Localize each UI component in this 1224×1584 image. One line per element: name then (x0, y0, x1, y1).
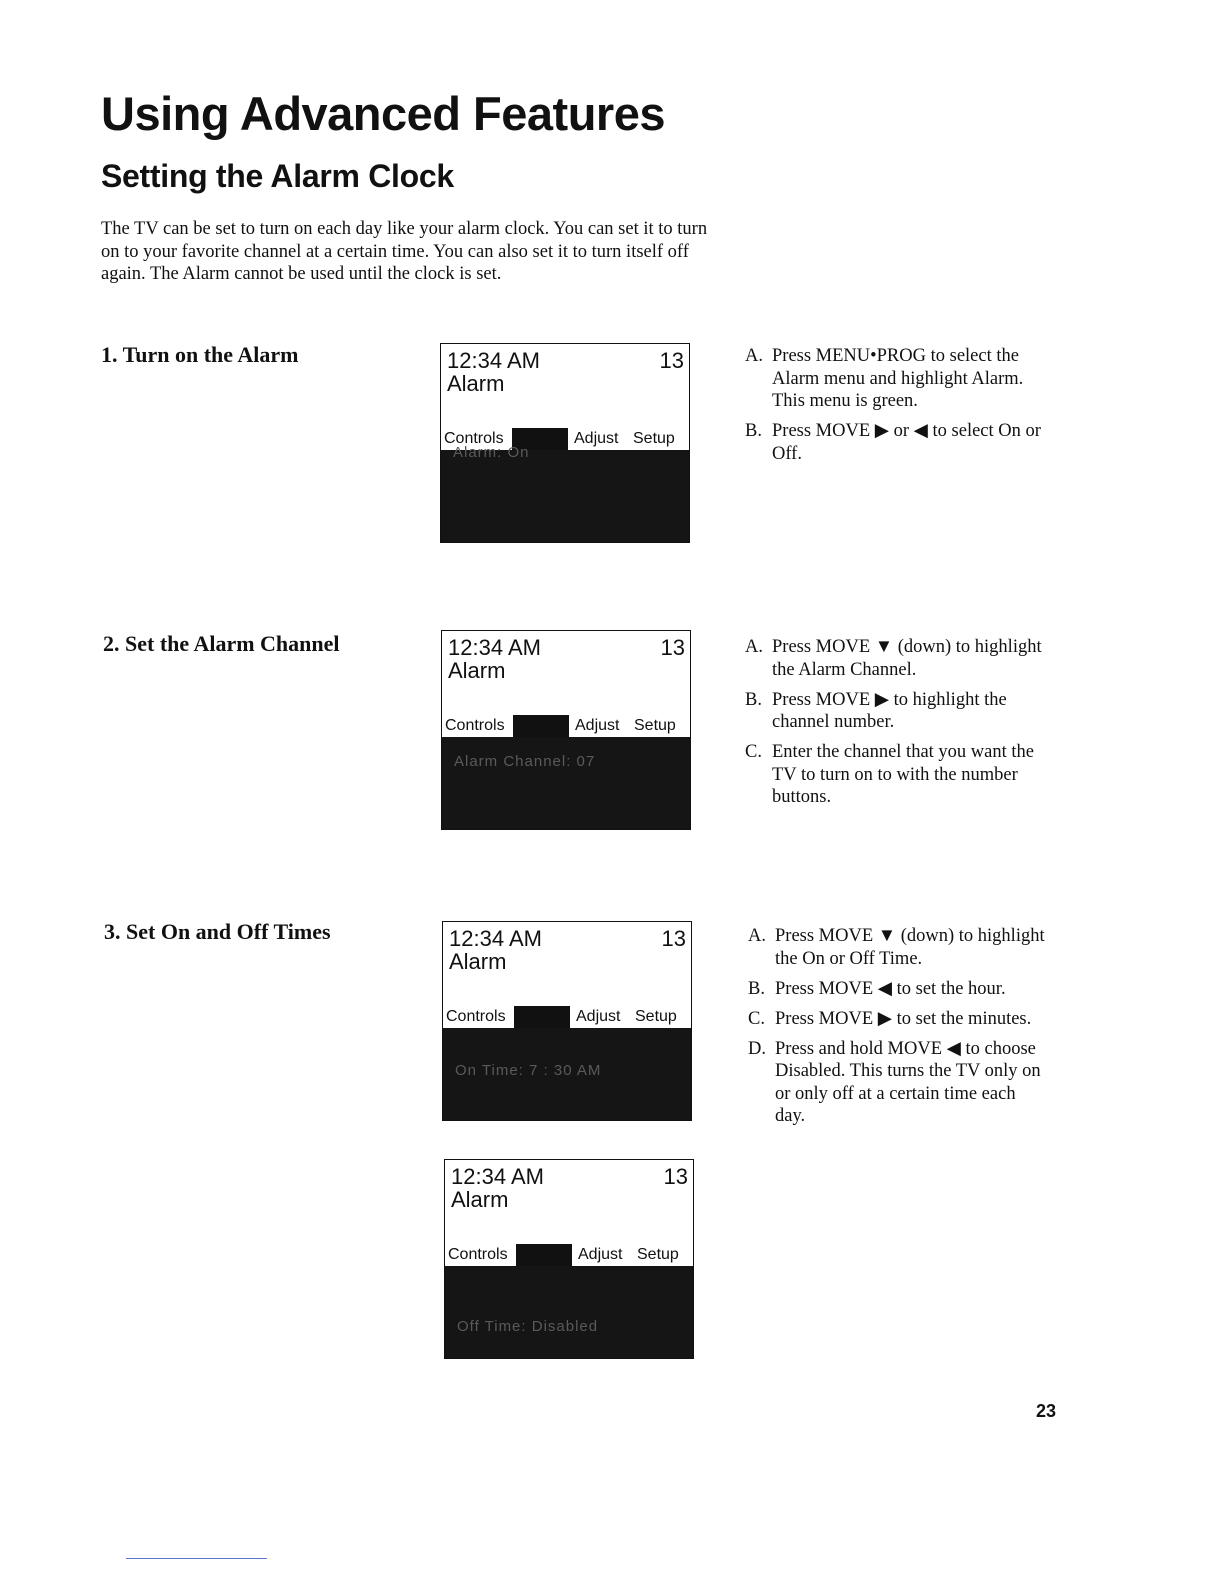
tab-setup: Setup (634, 717, 676, 734)
instruction-item (745, 420, 1045, 465)
screen-channel: 13 (660, 635, 685, 660)
instruction-text: Press MENU•PROG to select the Alarm menu and highlight Alarm. This menu is green. (772, 346, 1024, 411)
instruction-letter: C. (748, 1008, 765, 1029)
tab-alarm-highlight (514, 1006, 570, 1028)
screen-time: 12:34 AM (449, 926, 542, 951)
step-2-instructions (745, 636, 1045, 816)
instruction-text: Press MOVE ◀ to set the hour. (775, 978, 1006, 999)
step-3-heading (104, 919, 331, 945)
screen-menu-name: Alarm (449, 949, 507, 974)
instruction-item (748, 1008, 1048, 1031)
section-title: Setting the Alarm Clock (101, 158, 454, 194)
screen-menu-item: On Time: 7 : 30 AM (455, 1062, 602, 1079)
footer-rule (126, 1558, 267, 1559)
screen-menu-item: Alarm Channel: 07 (454, 753, 596, 770)
tab-setup: Setup (633, 430, 675, 447)
tab-adjust: Adjust (578, 1246, 623, 1263)
step-number: 2. (103, 631, 120, 656)
instruction-item (748, 925, 1048, 970)
screen-menu-panel (441, 444, 689, 542)
screen-tabs (443, 1006, 691, 1028)
screen-menu-panel (442, 737, 690, 829)
screen-time: 12:34 AM (451, 1164, 544, 1189)
screen-channel: 13 (659, 348, 684, 373)
page-number: 23 (1036, 1401, 1057, 1421)
instruction-letter: B. (745, 421, 762, 441)
instruction-item (745, 636, 1045, 681)
instruction-letter: A. (748, 926, 766, 946)
step-title: Set On and Off Times (126, 919, 331, 944)
instruction-letter: B. (745, 689, 762, 710)
instruction-text: Press MOVE ▶ or ◀ to select On or Off. (772, 421, 1041, 464)
step-3-instructions (748, 925, 1048, 1135)
tab-controls: Controls (445, 717, 505, 734)
intro-paragraph: The TV can be set to turn on each day like your alarm clock. You can set it to turn on to your favorite channel at a certain time. You can also set it to turn itself off again. The Alarm cannot be used until the clock is set. (101, 219, 708, 284)
tab-adjust: Adjust (574, 430, 619, 447)
instruction-text: Press MOVE ▶ to set the minutes. (775, 1008, 1032, 1029)
screen-time: 12:34 AM (448, 635, 541, 660)
instruction-text: Press MOVE ▶ to highlight the channel number. (772, 689, 1007, 732)
screen-channel: 13 (663, 1164, 688, 1189)
instruction-letter: A. (745, 637, 763, 657)
screen-channel: 13 (661, 926, 686, 951)
screen-menu-name: Alarm (448, 658, 506, 683)
step-title: Turn on the Alarm (122, 342, 299, 367)
tab-adjust: Adjust (576, 1008, 621, 1025)
step-title: Set the Alarm Channel (125, 631, 340, 656)
tab-controls: Controls (448, 1246, 508, 1263)
page-title: Using Advanced Features (101, 87, 665, 140)
step-2-heading (103, 631, 340, 657)
screen-time: 12:34 AM (447, 348, 540, 373)
step-number: 1. (101, 342, 118, 367)
instruction-item (745, 345, 1045, 413)
instruction-text: Press MOVE ▼ (down) to highlight the Alarm Channel. (772, 637, 1042, 680)
tab-alarm-highlight (513, 715, 569, 737)
tab-controls: Controls (446, 1008, 506, 1025)
instruction-letter: C. (745, 742, 762, 762)
step-1-heading (101, 342, 298, 368)
tab-alarm-highlight (516, 1244, 572, 1266)
screen-tabs (445, 1244, 693, 1266)
screen-menu-name: Alarm (451, 1187, 509, 1212)
screen-menu-panel (443, 1028, 691, 1120)
tab-setup: Setup (635, 1008, 677, 1025)
screen-menu-name: Alarm (447, 371, 505, 396)
screen-menu-panel (445, 1266, 693, 1358)
tab-setup: Setup (637, 1246, 679, 1263)
tv-screen-on-time (442, 921, 692, 1121)
step-1-instructions (745, 345, 1045, 473)
instruction-letter: A. (745, 346, 763, 366)
instruction-letter: B. (748, 978, 765, 999)
tab-adjust: Adjust (575, 717, 620, 734)
tv-screen-alarm-channel (441, 630, 691, 830)
tab-controls: Controls (444, 430, 504, 447)
screen-menu-item: Alarm: On (453, 444, 530, 461)
instruction-letter: D. (748, 1038, 766, 1059)
screen-tabs (442, 715, 690, 737)
instruction-item (745, 741, 1045, 809)
tv-screen-off-time (444, 1159, 694, 1359)
step-number: 3. (104, 919, 121, 944)
instruction-item (745, 689, 1045, 734)
instruction-item (748, 978, 1048, 1001)
screen-menu-item: Off Time: Disabled (457, 1318, 599, 1335)
instruction-text: Press and hold MOVE ◀ to choose Disabled. This turns the TV only on or only off at a certain time each day. (775, 1038, 1041, 1126)
instruction-text: Enter the channel that you want the TV to turn on to with the number buttons. (772, 742, 1034, 807)
instruction-text: Press MOVE ▼ (down) to highlight the On or Off Time. (775, 926, 1045, 969)
tv-screen-alarm-on (440, 343, 690, 543)
instruction-item (748, 1038, 1048, 1128)
